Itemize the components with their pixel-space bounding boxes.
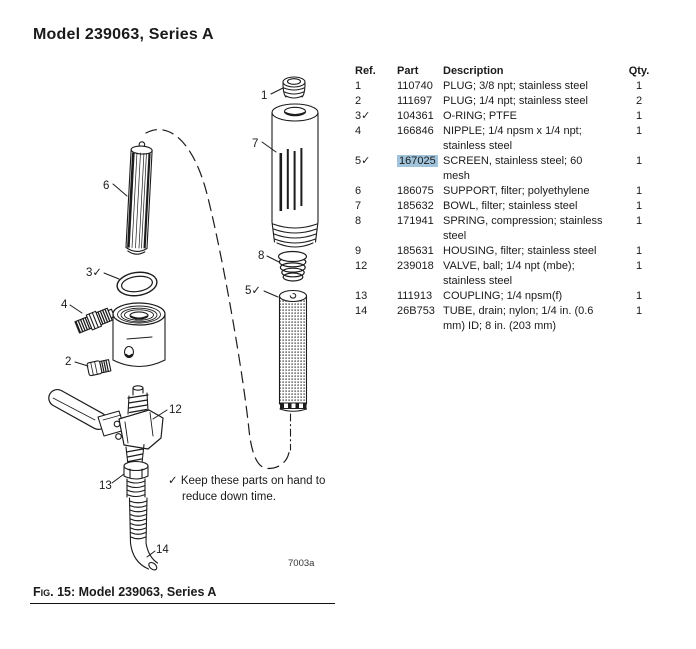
part-label: 3✓ <box>86 267 103 279</box>
part-label: 5✓ <box>245 285 262 297</box>
bowl-part-7-drawing <box>262 104 318 247</box>
cell-qty: 1 <box>635 185 643 197</box>
valve-part-12-drawing <box>46 386 167 468</box>
nipple-part-4-drawing <box>74 306 116 335</box>
part-label: 14 <box>156 544 169 556</box>
part-label: 1 <box>261 90 268 102</box>
figure-title: Model 239063, Series A <box>78 585 217 599</box>
cell-ref: 2 <box>355 95 362 107</box>
spring-part-8-drawing <box>267 252 307 282</box>
cell-part <box>397 124 443 154</box>
check-mark-icon: ✓ <box>168 475 178 487</box>
oring-leader-line <box>104 273 119 279</box>
cell-qty: 1 <box>635 200 643 212</box>
support-part-6-drawing <box>126 141 153 254</box>
table-row <box>355 259 663 289</box>
plug-part-1-drawing <box>271 77 305 98</box>
part-number: 104361 <box>397 110 434 122</box>
table-row <box>355 109 663 124</box>
cell-ref: 4 <box>355 125 362 137</box>
cell-part <box>397 259 443 289</box>
table-row <box>355 124 663 154</box>
parts-table <box>355 64 663 334</box>
table-row <box>355 304 663 334</box>
page-title: Model 239063, Series A <box>33 26 214 43</box>
highlighted-part-number: 167025 <box>399 155 436 167</box>
cell-qty: 1 <box>635 110 643 122</box>
header-qty: Qty. <box>628 65 650 77</box>
cell-qty: 1 <box>635 290 643 302</box>
cell-ref: 3✓ <box>355 110 371 122</box>
part-label: 2 <box>65 356 72 368</box>
cell-part <box>397 109 443 124</box>
table-row <box>355 199 663 214</box>
cell-desc: BOWL, filter; stainless steel <box>443 200 578 212</box>
cell-part <box>397 214 443 244</box>
part-label: 4 <box>61 299 68 311</box>
table-row <box>355 184 663 199</box>
table-row <box>355 94 663 109</box>
plug2-leader-line <box>75 362 88 366</box>
cell-desc: O-RING; PTFE <box>443 110 517 122</box>
assembly-path-dashed <box>146 130 290 469</box>
table-row <box>355 289 663 304</box>
cell-desc: SUPPORT, filter; polyethylene <box>443 185 590 197</box>
part-label: 8 <box>258 250 265 262</box>
cell-ref: 9 <box>355 245 362 257</box>
part-label: 12 <box>169 404 182 416</box>
cell-desc: VALVE, ball; 1/4 npt (mbe); stainless steel <box>443 260 575 287</box>
cell-desc: PLUG; 3/8 npt; stainless steel <box>443 80 588 92</box>
cell-ref: 7 <box>355 200 362 212</box>
screen-part-5-drawing <box>264 291 307 412</box>
cell-ref: 14 <box>355 305 368 317</box>
part-number: 111697 <box>397 95 433 107</box>
cell-ref: 12 <box>355 260 368 272</box>
cell-qty: 1 <box>635 260 643 272</box>
cell-part <box>397 304 443 334</box>
cell-ref: 5✓ <box>355 155 371 167</box>
part-number: 166846 <box>397 125 434 137</box>
cell-part <box>397 289 443 304</box>
keep-parts-note <box>168 474 334 505</box>
part-number: 26B753 <box>397 305 435 317</box>
part-number: 185632 <box>397 200 434 212</box>
table-row <box>355 154 663 184</box>
header-ref: Ref. <box>355 65 376 77</box>
table-row <box>355 244 663 259</box>
cell-desc: COUPLING; 1/4 npsm(f) <box>443 290 563 302</box>
oring-part-3-drawing <box>116 270 159 298</box>
part-label: 6 <box>103 180 110 192</box>
cell-part <box>397 79 443 94</box>
cell-desc: SCREEN, stainless steel; 60 mesh <box>443 155 583 182</box>
cell-ref: 6 <box>355 185 362 197</box>
cell-qty: 2 <box>635 95 643 107</box>
cell-qty: 1 <box>635 125 643 137</box>
table-row <box>355 214 663 244</box>
cell-qty: 1 <box>635 245 643 257</box>
cell-part <box>397 199 443 214</box>
note-text: Keep these parts on hand to reduce down time. <box>180 475 326 503</box>
part-number: 239018 <box>397 260 434 272</box>
plug-part-2-drawing <box>87 359 111 376</box>
cell-part <box>397 154 443 184</box>
part-number: 111913 <box>397 290 433 302</box>
header-description: Description <box>443 65 504 77</box>
parts-table-body <box>355 79 663 334</box>
part-number: 185631 <box>397 245 434 257</box>
cell-part <box>397 244 443 259</box>
cell-ref: 8 <box>355 215 362 227</box>
part-label: 13 <box>99 480 112 492</box>
cell-desc: HOUSING, filter; stainless steel <box>443 245 597 257</box>
cell-desc: TUBE, drain; nylon; 1/4 in. (0.6 mm) ID; 8 in. (203 mm) <box>443 305 594 332</box>
cell-qty: 1 <box>635 155 643 167</box>
cell-desc: PLUG; 1/4 npt; stainless steel <box>443 95 588 107</box>
drawing-number: 7003a <box>288 558 315 569</box>
part-number: 186075 <box>397 185 434 197</box>
cell-qty: 1 <box>635 215 643 227</box>
cell-ref: 13 <box>355 290 368 302</box>
part-number: 171941 <box>397 215 434 227</box>
table-row <box>355 79 663 94</box>
cell-desc: NIPPLE; 1/4 npsm x 1/4 npt; stainless steel <box>443 125 582 152</box>
support-leader-line <box>113 184 127 196</box>
cell-qty: 1 <box>635 80 643 92</box>
housing-part-9-drawing <box>113 303 165 367</box>
coupling-part-13-drawing <box>112 462 148 498</box>
cell-desc: SPRING, compression; stainless steel <box>443 215 603 242</box>
part-number: 110740 <box>397 80 433 92</box>
cell-part <box>397 184 443 199</box>
figure-caption <box>30 584 335 604</box>
figure-number: Fig. 15: <box>33 585 76 599</box>
cell-ref: 1 <box>355 80 362 92</box>
cell-qty: 1 <box>635 305 643 317</box>
header-part: Part <box>397 65 419 77</box>
part-label: 7 <box>252 138 259 150</box>
cell-part <box>397 94 443 109</box>
nipple-leader-line <box>70 305 82 313</box>
parts-table-header <box>355 64 663 79</box>
tube-part-14-drawing <box>130 498 159 571</box>
